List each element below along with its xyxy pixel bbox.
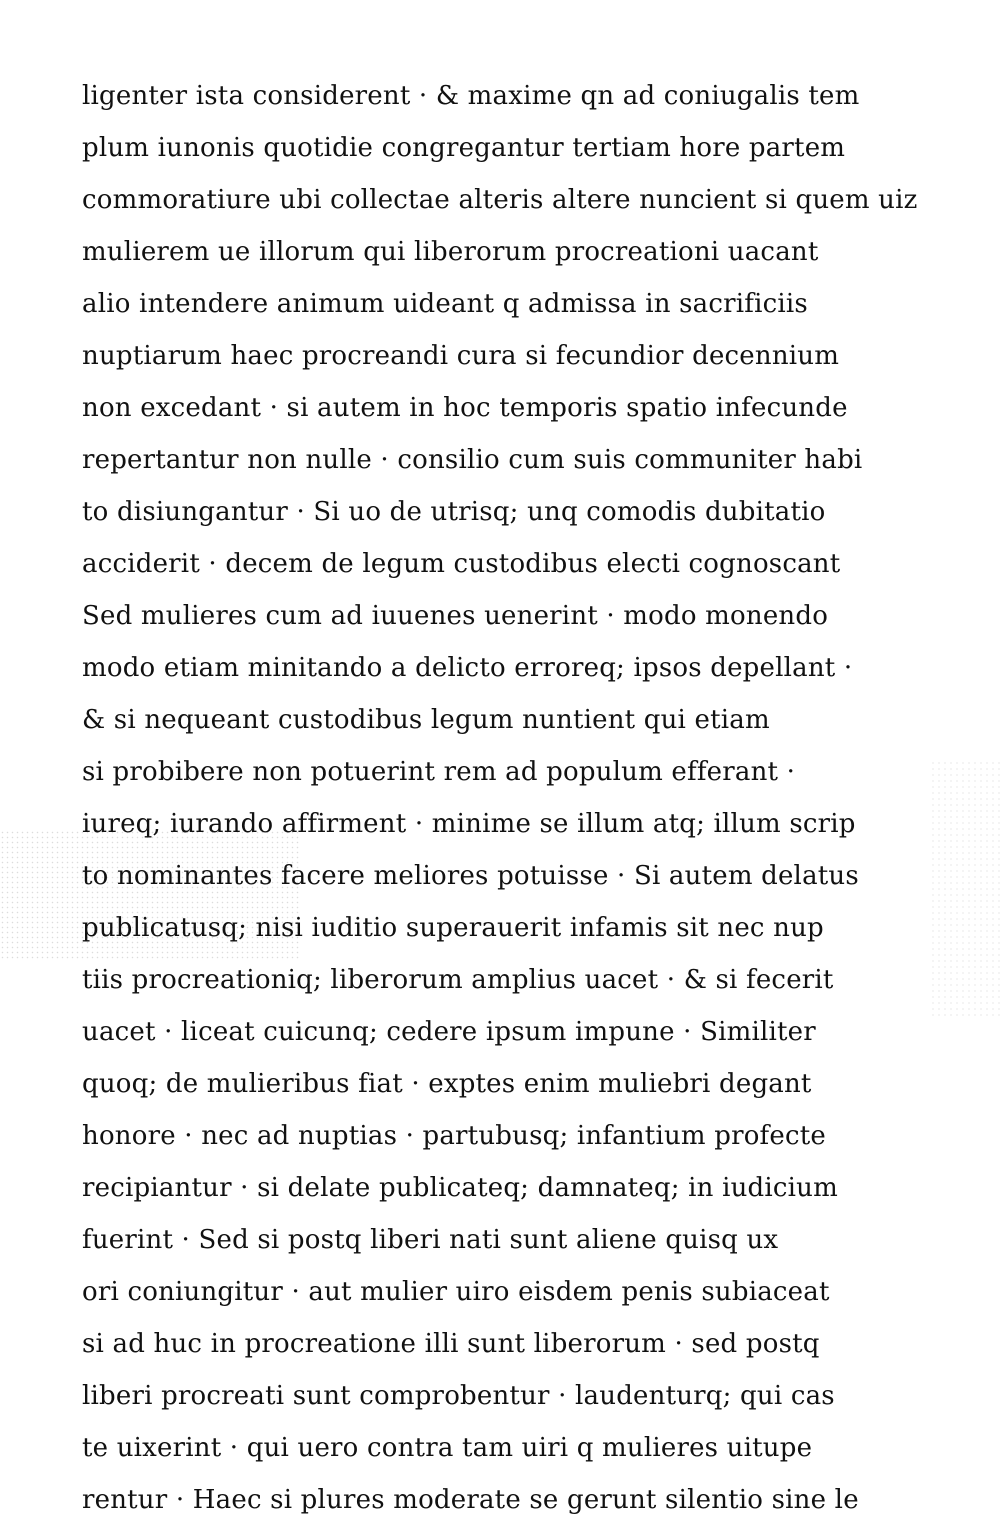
text-line: repertantur non nulle · consilio cum suis communiter habi (82, 445, 863, 475)
text-line: commoratiure ubi collectae alteris altere nuncient si quem uiz (82, 185, 918, 215)
text-line: si probibere non potuerint rem ad populum efferant · (82, 757, 796, 787)
text-line: Sed mulieres cum ad iuuenes uenerint · modo monendo (82, 601, 829, 631)
text-line: modo etiam minitando a delicto erroreq; ipsos depellant · (82, 653, 853, 683)
text-line: ori coniungitur · aut mulier uiro eisdem penis subiaceat (82, 1277, 830, 1307)
text-line: mulierem ue illorum qui liberorum procreationi uacant (82, 237, 819, 267)
text-line: plum iunonis quotidie congregantur tertiam hore partem (82, 133, 846, 163)
text-line: liberi procreati sunt comprobentur · laudenturq; qui cas (82, 1381, 835, 1411)
text-line: iureq; iurando affirment · minime se illum atq; illum scrip (82, 809, 856, 839)
text-line: te uixerint · qui uero contra tam uiri q mulieres uitupe (82, 1433, 813, 1463)
text-line: nuptiarum haec procreandi cura si fecundior decennium (82, 341, 840, 371)
text-line: honore · nec ad nuptias · partubusq; infantium profecte (82, 1121, 826, 1151)
text-line: publicatusq; nisi iuditio superauerit infamis sit nec nup (82, 913, 824, 943)
text-line: to nominantes facere meliores potuisse · Si autem delatus (82, 861, 859, 891)
manuscript-text (82, 70, 952, 1526)
text-line: acciderit · decem de legum custodibus electi cognoscant (82, 549, 841, 579)
text-line: recipiantur · si delate publicateq; damnateq; in iudicium (82, 1173, 838, 1203)
text-line: & si nequeant custodibus legum nuntient qui etiam (82, 705, 770, 735)
text-line: si ad huc in procreatione illi sunt liberorum · sed postq (82, 1329, 820, 1359)
text-line: uacet · liceat cuicunq; cedere ipsum impune · Similiter (82, 1017, 816, 1047)
text-line: rentur · Haec si plures moderate se gerunt silentio sine le (82, 1485, 859, 1515)
text-line: tiis procreationiq; liberorum amplius uacet · & si fecerit (82, 965, 834, 995)
text-line: alio intendere animum uideant q admissa in sacrificiis (82, 289, 808, 319)
text-line: ligenter ista considerent · & maxime qn ad coniugalis tem (82, 81, 860, 111)
text-line: quoq; de mulieribus fiat · exptes enim muliebri degant (82, 1069, 812, 1099)
text-line: fuerint · Sed si postq liberi nati sunt aliene quisq ux (82, 1225, 779, 1255)
text-line: to disiungantur · Si uo de utrisq; unq comodis dubitatio (82, 497, 826, 527)
text-line: non excedant · si autem in hoc temporis spatio infecunde (82, 393, 848, 423)
